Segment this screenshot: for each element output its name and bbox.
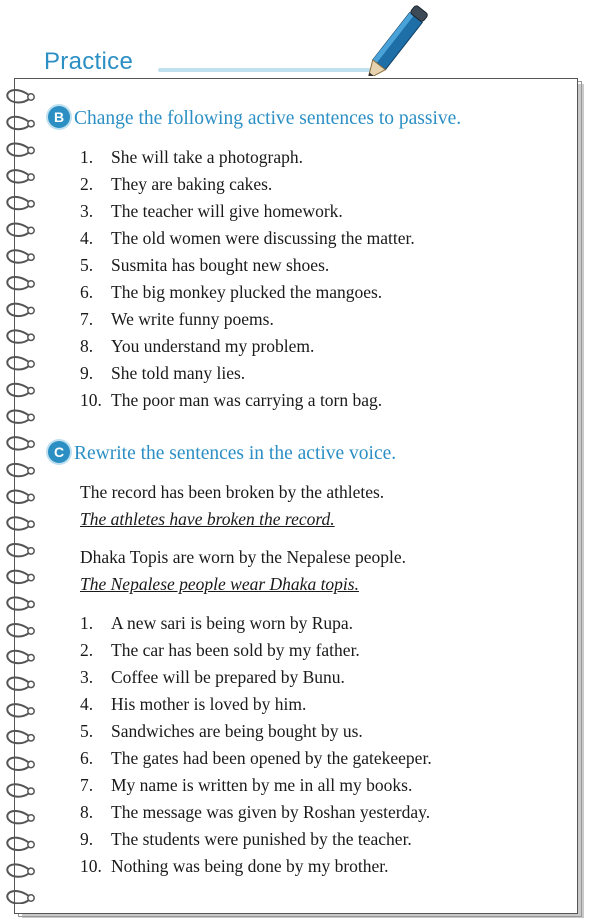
spiral-ring-icon <box>7 464 34 476</box>
item-text: The gates had been opened by the gatekeeper. <box>111 748 432 768</box>
section-c-heading <box>48 441 396 465</box>
section-c-heading-text: Rewrite the sentences in the active voice. <box>74 443 397 464</box>
example-1-question: The record has been broken by the athletes. <box>80 482 385 502</box>
section-c-list <box>80 610 432 880</box>
item-text: They are baking cakes. <box>111 174 273 194</box>
list-item <box>80 826 432 853</box>
item-text: She told many lies. <box>111 363 246 383</box>
item-number: 10. <box>80 856 102 876</box>
list-item <box>80 306 415 333</box>
item-number: 6. <box>80 282 94 302</box>
list-item <box>80 171 415 198</box>
spiral-ring-icon <box>7 304 34 316</box>
item-number: 10. <box>80 390 102 410</box>
item-number: 9. <box>80 363 94 383</box>
pencil-icon <box>360 0 440 76</box>
list-item <box>80 252 415 279</box>
list-item <box>80 225 415 252</box>
list-item <box>80 144 415 171</box>
spiral-ring-icon <box>7 651 34 663</box>
spiral-ring-icon <box>7 544 34 556</box>
spiral-ring-icon <box>7 571 34 583</box>
item-number: 1. <box>80 613 94 633</box>
item-text: The message was given by Roshan yesterday. <box>111 802 431 822</box>
example-2-answer: The Nepalese people wear Dhaka topis. <box>80 574 359 594</box>
spiral-ring-icon <box>7 170 34 182</box>
spiral-ring-icon <box>7 384 34 396</box>
item-text: We write funny poems. <box>111 309 274 329</box>
item-text: The old women were discussing the matter. <box>111 228 415 248</box>
list-item <box>80 691 432 718</box>
item-text: Sandwiches are being bought by us. <box>111 721 363 741</box>
list-item <box>80 198 415 225</box>
section-b-heading <box>48 106 461 130</box>
item-number: 5. <box>80 255 94 275</box>
spiral-ring-icon <box>7 731 34 743</box>
item-number: 2. <box>80 640 94 660</box>
item-text: My name is written by me in all my books. <box>111 775 413 795</box>
spiral-ring-icon <box>7 811 34 823</box>
page-title: Practice <box>44 48 134 75</box>
item-text: She will take a photograph. <box>111 147 303 167</box>
section-b-list <box>80 144 415 414</box>
item-number: 9. <box>80 829 94 849</box>
section-b-heading-text: Change the following active sentences to passive. <box>74 108 462 129</box>
list-item <box>80 360 415 387</box>
spiral-ring-icon <box>7 410 34 422</box>
spiral-ring-icon <box>7 597 34 609</box>
item-text: The teacher will give homework. <box>111 201 343 221</box>
list-item <box>80 853 432 880</box>
spiral-ring-icon <box>7 117 34 129</box>
item-number: 6. <box>80 748 94 768</box>
list-item <box>80 664 432 691</box>
spiral-ring-icon <box>7 197 34 209</box>
spiral-ring-icon <box>7 677 34 689</box>
spiral-ring-icon <box>7 357 34 369</box>
list-item <box>80 387 415 414</box>
example-1-answer: The athletes have broken the record. <box>80 509 335 529</box>
item-number: 7. <box>80 309 94 329</box>
title-underline <box>158 68 380 72</box>
item-text: His mother is loved by him. <box>111 694 307 714</box>
item-number: 3. <box>80 667 94 687</box>
spiral-ring-icon <box>7 758 34 770</box>
spiral-ring-icon <box>7 784 34 796</box>
spiral-ring-icon <box>7 864 34 876</box>
item-number: 8. <box>80 336 94 356</box>
spiral-binding <box>0 84 48 904</box>
item-text: The big monkey plucked the mangoes. <box>111 282 383 302</box>
item-text: The car has been sold by my father. <box>111 640 360 660</box>
list-item <box>80 745 432 772</box>
spiral-ring-icon <box>7 250 34 262</box>
item-text: Nothing was being done by my brother. <box>111 856 389 876</box>
spiral-ring-icon <box>7 224 34 236</box>
item-number: 7. <box>80 775 94 795</box>
list-item <box>80 279 415 306</box>
item-text: A new sari is being worn by Rupa. <box>111 613 354 633</box>
section-c-badge: C <box>48 441 70 463</box>
spiral-ring-icon <box>7 90 34 102</box>
spiral-ring-icon <box>7 330 34 342</box>
item-text: The poor man was carrying a torn bag. <box>111 390 383 410</box>
item-number: 2. <box>80 174 94 194</box>
spiral-ring-icon <box>7 704 34 716</box>
list-item <box>80 799 432 826</box>
spiral-ring-icon <box>7 517 34 529</box>
list-item <box>80 333 415 360</box>
section-b-badge: B <box>48 106 70 128</box>
item-number: 5. <box>80 721 94 741</box>
item-number: 1. <box>80 147 94 167</box>
spiral-ring-icon <box>7 838 34 850</box>
spiral-ring-icon <box>7 277 34 289</box>
spiral-ring-icon <box>7 437 34 449</box>
list-item <box>80 772 432 799</box>
item-text: Coffee will be prepared by Bunu. <box>111 667 345 687</box>
item-number: 3. <box>80 201 94 221</box>
item-text: Susmita has bought new shoes. <box>111 255 330 275</box>
item-number: 4. <box>80 694 94 714</box>
item-number: 4. <box>80 228 94 248</box>
item-text: The students were punished by the teacher. <box>111 829 412 849</box>
list-item <box>80 718 432 745</box>
list-item <box>80 610 432 637</box>
spiral-ring-icon <box>7 624 34 636</box>
spiral-ring-icon <box>7 891 34 903</box>
spiral-ring-icon <box>7 143 34 155</box>
item-number: 8. <box>80 802 94 822</box>
list-item <box>80 637 432 664</box>
spiral-ring-icon <box>7 491 34 503</box>
item-text: You understand my problem. <box>111 336 315 356</box>
example-2-question: Dhaka Topis are worn by the Nepalese people. <box>80 547 406 567</box>
